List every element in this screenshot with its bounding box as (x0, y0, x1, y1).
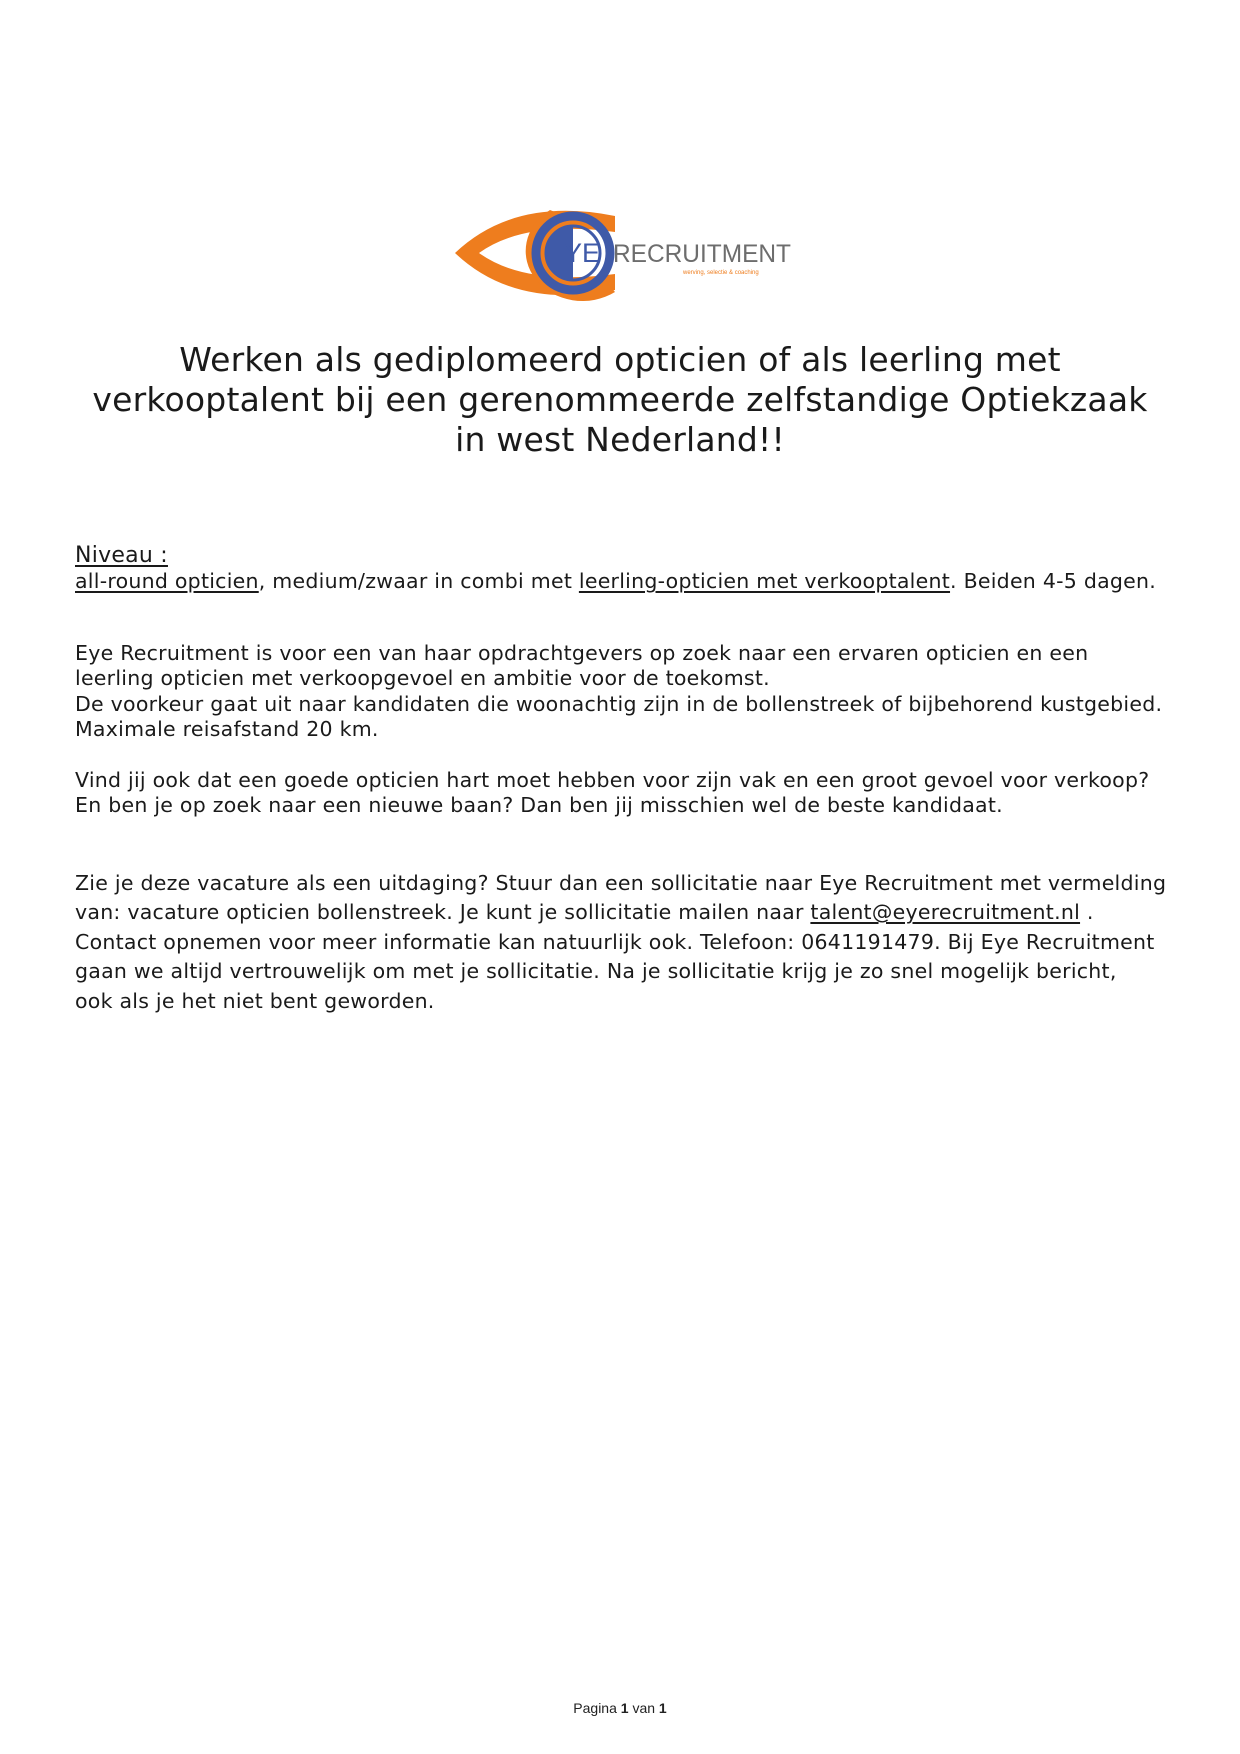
niveau-label: Niveau : (75, 543, 168, 568)
paragraph-line: leerling opticien met verkoopgevoel en ambitie voor de toekomst. (75, 666, 770, 690)
page-title (70, 340, 1170, 460)
niveau-link-all-round: all-round opticien (75, 569, 259, 593)
eye-recruitment-logo-icon (455, 198, 795, 308)
paragraph-intro (75, 641, 1175, 743)
footer-van: van (632, 1700, 656, 1716)
email-link[interactable]: talent@eyerecruitment.nl (810, 900, 1081, 924)
logo-brand: RECRUITMENT (613, 240, 791, 268)
paragraph-line: Maximale reisafstand 20 km. (75, 717, 379, 741)
page-footer (0, 1700, 1240, 1716)
footer-total-pages: 1 (658, 1700, 667, 1716)
title-line: verkooptalent bij een gerenommeerde zelfstandige Optiekzaak (92, 380, 1148, 419)
paragraph-line: Contact opnemen voor meer informatie kan natuurlijk ook. Telefoon: 0641191479. Bij Eye Recruitment (75, 929, 1155, 954)
document-body (75, 543, 1175, 1016)
paragraph-text: van: vacature opticien bollenstreek. Je kunt je sollicitatie mailen naar (75, 900, 811, 924)
paragraph-contact (75, 869, 1175, 1017)
company-logo (455, 198, 795, 308)
title-line: in west Nederland!! (455, 420, 785, 459)
paragraph-question (75, 768, 1175, 819)
footer-pagina: Pagina (573, 1700, 617, 1716)
logo-letters: YE (564, 238, 601, 268)
niveau-text: , medium/zwaar in combi met (258, 569, 579, 593)
niveau-text: . Beiden 4-5 dagen. (950, 569, 1157, 593)
niveau-link-leerling: leerling-opticien met verkooptalent (578, 569, 951, 593)
footer-current-page: 1 (620, 1700, 629, 1716)
paragraph-line: ook als je het niet bent geworden. (75, 988, 435, 1013)
paragraph-line: Vind jij ook dat een goede opticien hart moet hebben voor zijn vak en een groot gevoel voor verkoop? (75, 767, 1150, 792)
paragraph-line: gaan we altijd vertrouwelijk om met je sollicitatie. Na je sollicitatie krijg je zo snel mogelijk bericht, (75, 959, 1117, 983)
niveau-line (75, 569, 1175, 595)
niveau-section (75, 543, 1175, 595)
title-line: Werken als gediplomeerd opticien of als leerling met (179, 340, 1061, 379)
paragraph-line: Zie je deze vacature als een uitdaging? Stuur dan een sollicitatie naar Eye Recruitment met vermelding (75, 870, 1167, 895)
paragraph-line: Eye Recruitment is voor een van haar opdrachtgevers op zoek naar een ervaren opticien en een (75, 640, 1089, 665)
paragraph-text: . (1080, 900, 1094, 924)
paragraph-line: En ben je op zoek naar een nieuwe baan? Dan ben jij misschien wel de beste kandidaat. (75, 793, 1003, 817)
logo-tagline: werving, selectie & coaching (683, 270, 759, 276)
paragraph-line (75, 898, 1175, 928)
paragraph-line: De voorkeur gaat uit naar kandidaten die woonachtig zijn in de bollenstreek of bijbehorend kustgebied. (75, 691, 1163, 716)
